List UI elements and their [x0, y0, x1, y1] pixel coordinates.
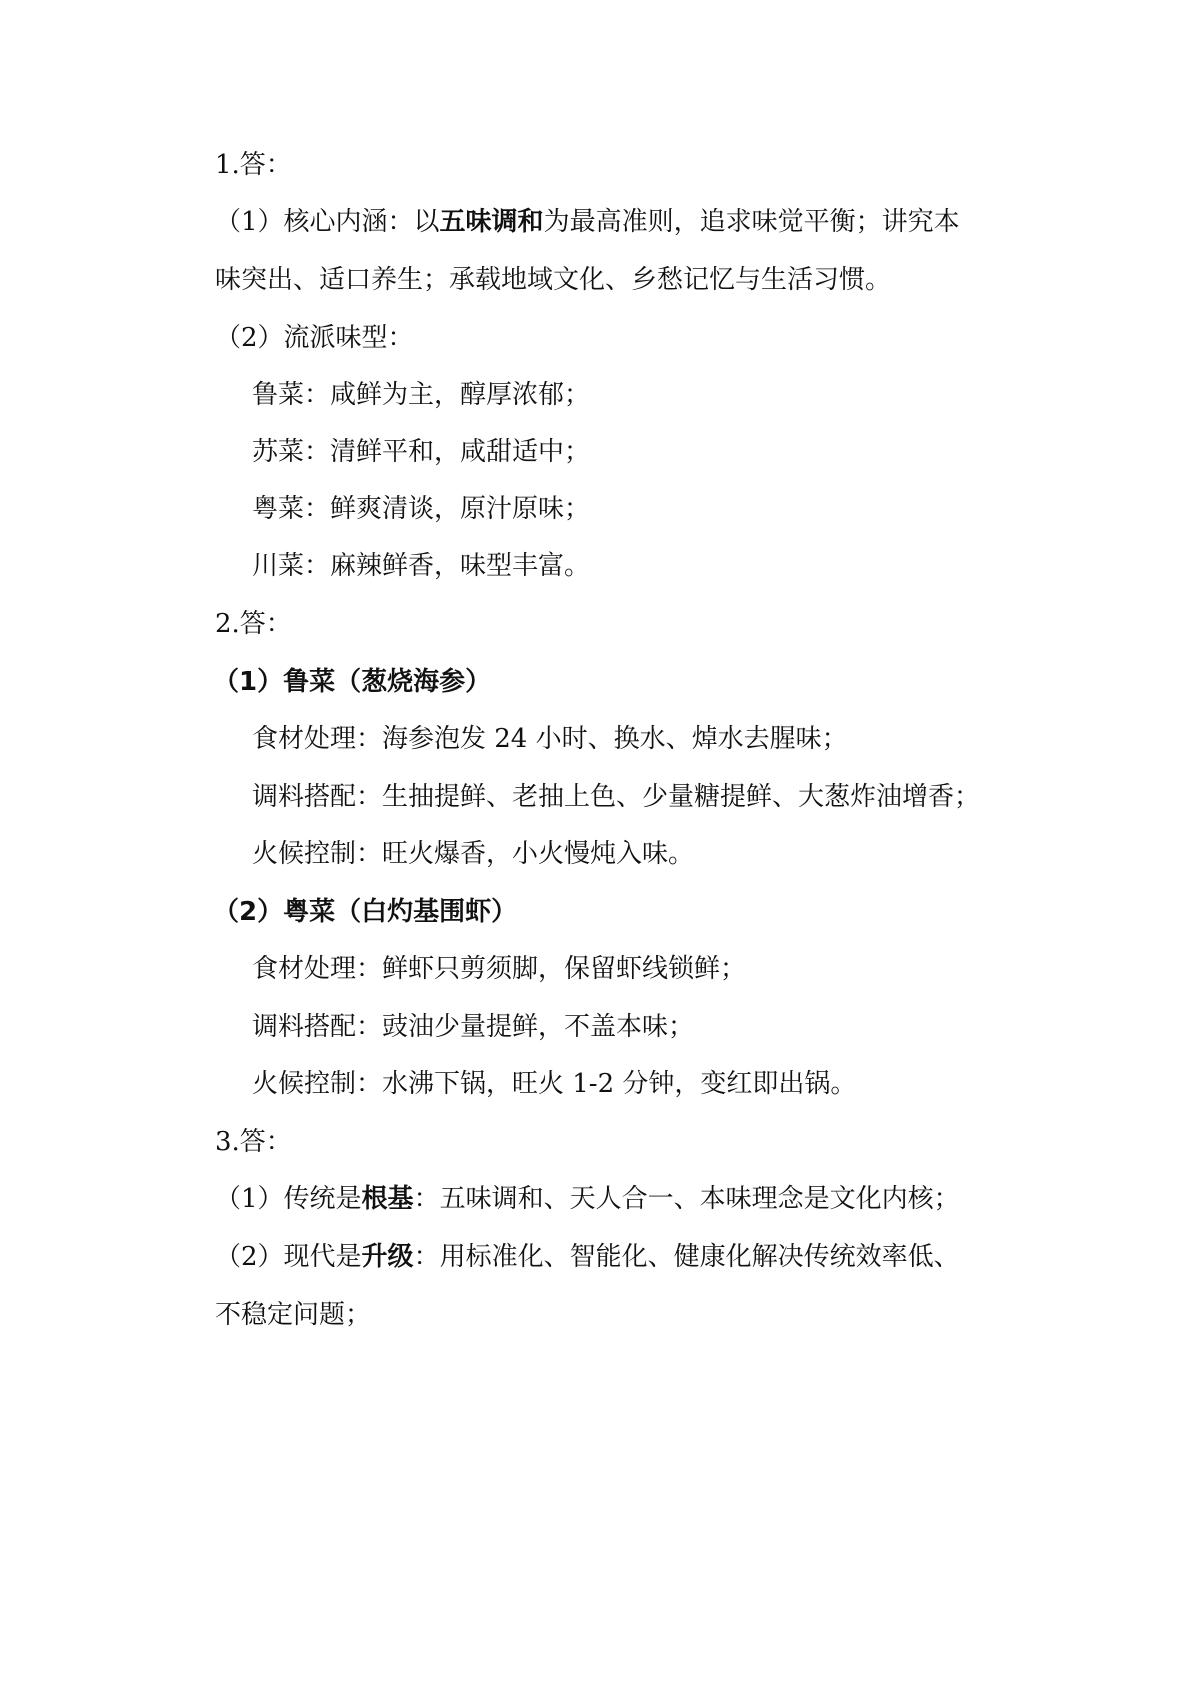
- q3-heading: 3.答：: [215, 1127, 292, 1157]
- q2-section1-line: 食材处理：海参泡发 24 小时、换水、焯水去腥味；: [252, 724, 848, 754]
- q1-core-meaning-line2: 味突出、适口养生；承载地域文化、乡愁记忆与生活习惯。: [215, 265, 892, 295]
- q3-point1-suffix: ：五味调和、天人合一、本味理念是文化内核；: [413, 1184, 960, 1214]
- q1-school-su: 苏菜：清鲜平和，咸甜适中；: [252, 437, 591, 467]
- q1-core-meaning-prefix: （1）核心内涵：以: [215, 207, 440, 237]
- q2-section1-title: （1）鲁菜（葱烧海参）: [213, 667, 492, 697]
- q1-core-meaning-bold: 五味调和: [439, 207, 544, 237]
- q1-core-meaning-line1: [215, 204, 960, 240]
- q3-point2-prefix: （2）现代是: [215, 1242, 362, 1272]
- q3-point1: [215, 1181, 960, 1217]
- q2-section2-title: （2）粤菜（白灼基围虾）: [213, 897, 518, 927]
- q1-heading: 1.答：: [215, 150, 292, 180]
- q3-point2-line2: 不稳定问题；: [215, 1300, 372, 1330]
- q3-point2-bold: 升级: [361, 1242, 414, 1272]
- q3-point1-prefix: （1）传统是: [215, 1184, 362, 1214]
- q2-section1-line: 调料搭配：生抽提鲜、老抽上色、少量糖提鲜、大葱炸油增香；: [252, 782, 981, 812]
- q2-section2-line: 调料搭配：豉油少量提鲜，不盖本味；: [252, 1012, 695, 1042]
- q1-schools-title: （2）流派味型：: [215, 323, 414, 353]
- q1-core-meaning-suffix: 为最高准则，追求味觉平衡；讲究本: [543, 207, 960, 237]
- q3-point2-line1: [215, 1239, 960, 1275]
- q1-school-chuan: 川菜：麻辣鲜香，味型丰富。: [252, 551, 591, 581]
- q3-point2-suffix: ：用标准化、智能化、健康化解决传统效率低、: [413, 1242, 960, 1272]
- q2-heading: 2.答：: [215, 609, 292, 639]
- q1-school-yue: 粤菜：鲜爽清谈，原汁原味；: [252, 494, 591, 524]
- q1-school-lu: 鲁菜：咸鲜为主，醇厚浓郁；: [252, 380, 591, 410]
- q3-point1-bold: 根基: [361, 1184, 414, 1214]
- q2-section2-line: 火候控制：水沸下锅，旺火 1-2 分钟，变红即出锅。: [252, 1069, 857, 1099]
- q2-section2-line: 食材处理：鲜虾只剪须脚，保留虾线锁鲜；: [252, 954, 747, 984]
- q2-section1-line: 火候控制：旺火爆香，小火慢炖入味。: [252, 839, 695, 869]
